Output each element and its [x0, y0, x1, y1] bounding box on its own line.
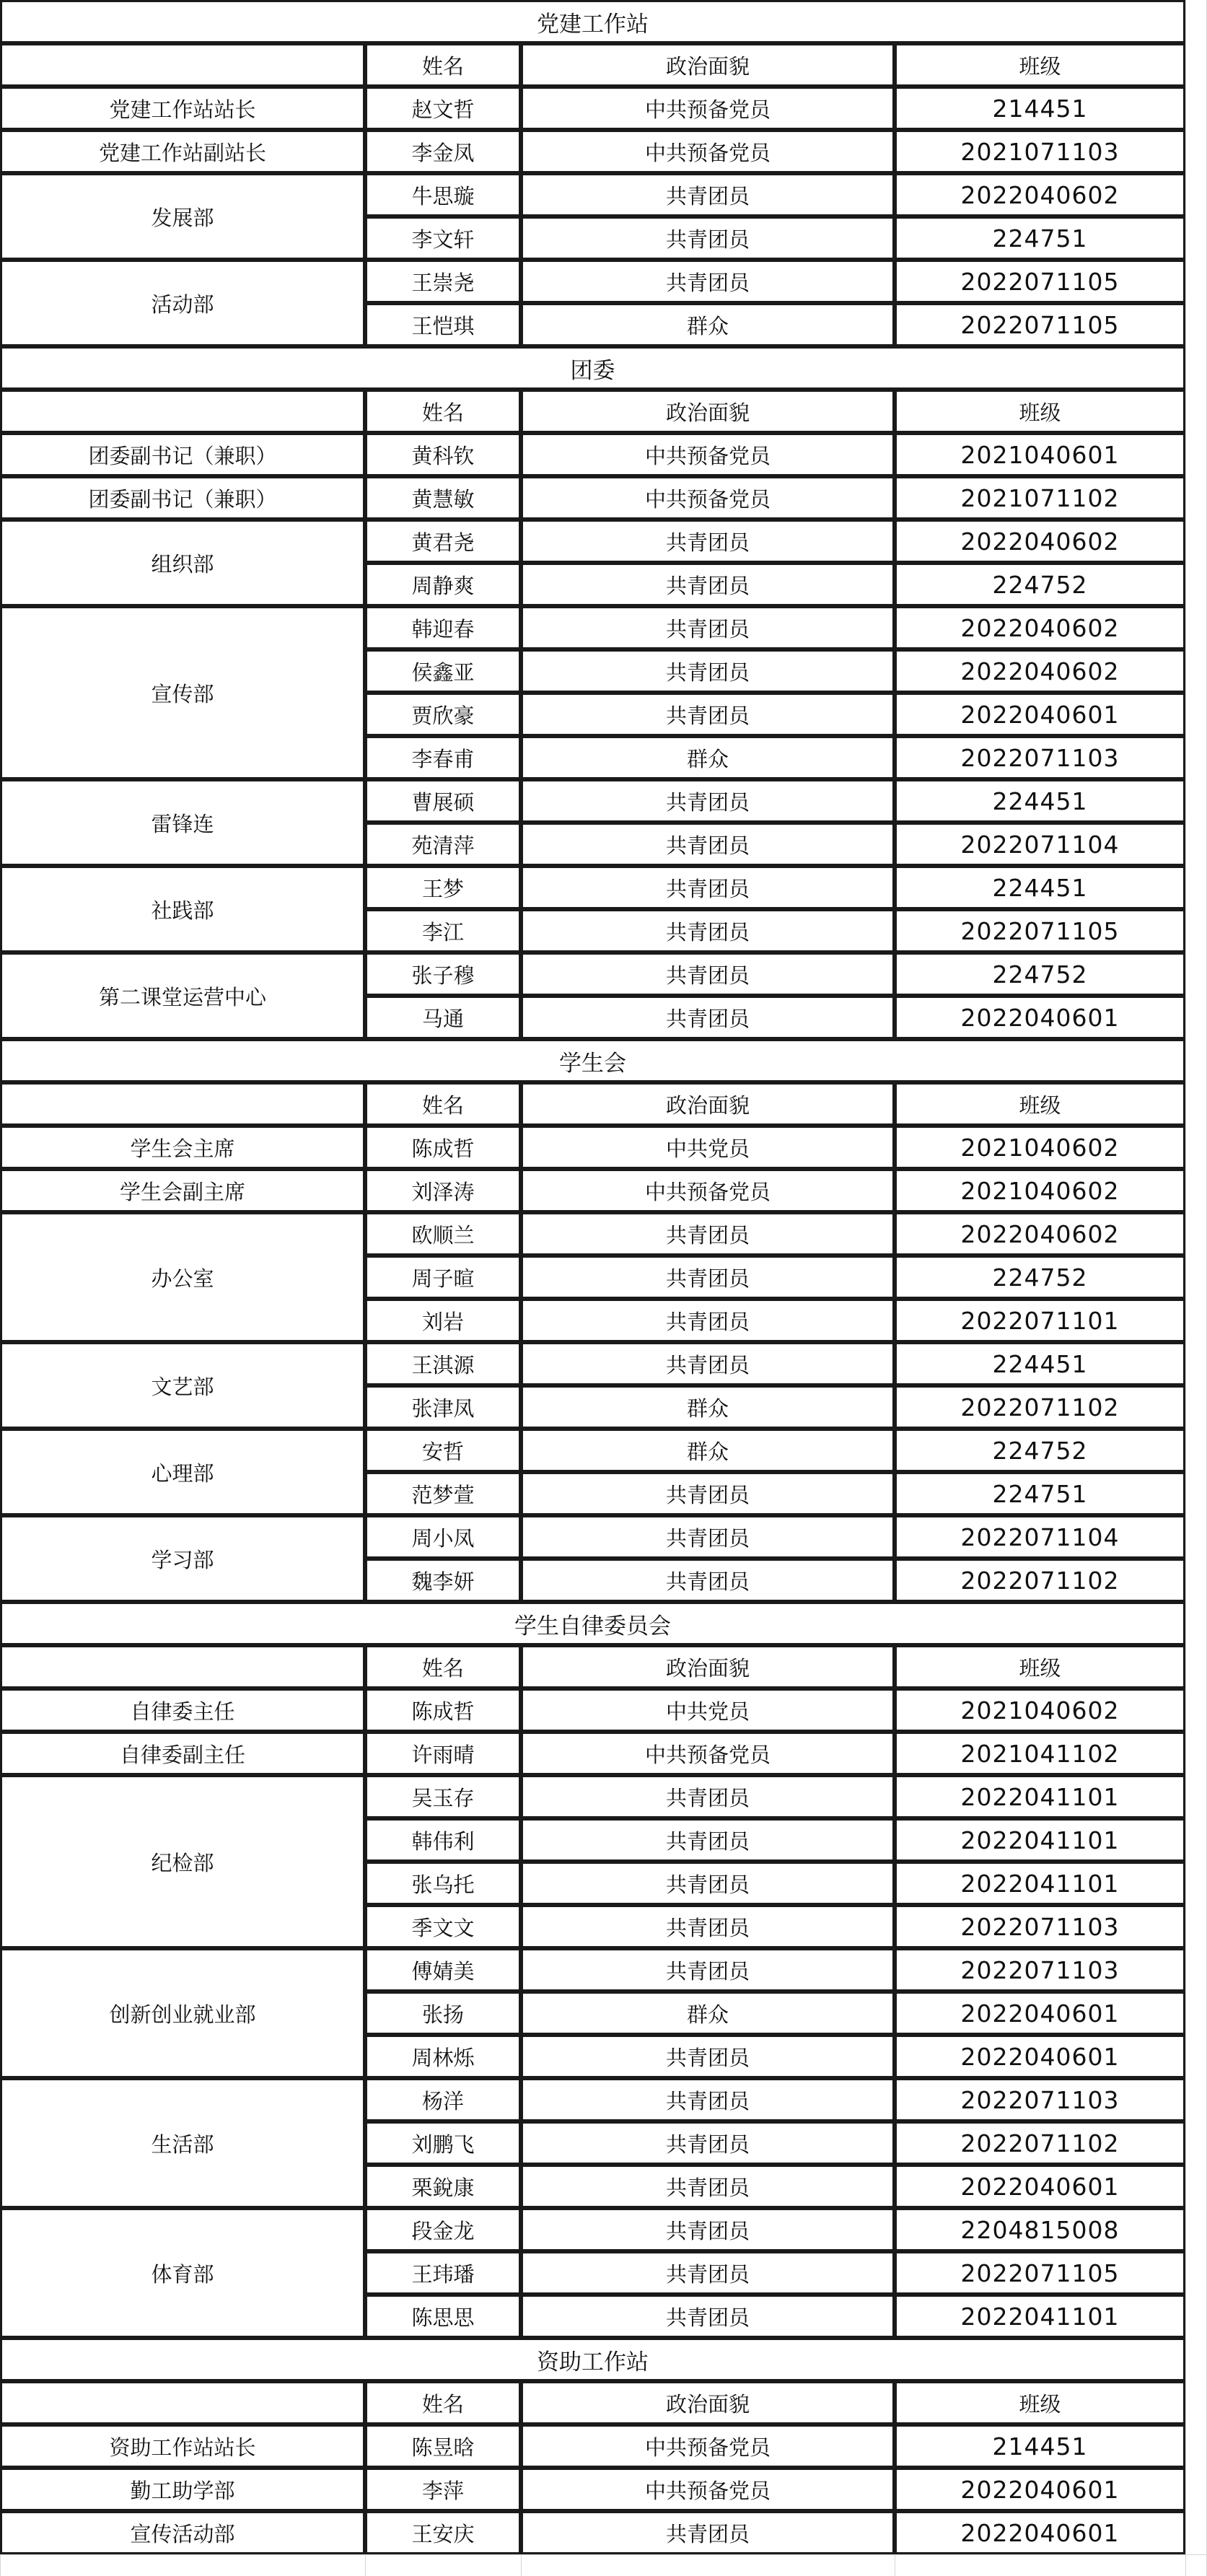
- class-number-cell: 2022071102: [895, 1559, 1185, 1602]
- political-status-cell: 群众: [521, 1429, 895, 1472]
- class-number-cell: 224451: [895, 866, 1185, 909]
- political-status-cell: 群众: [521, 736, 895, 779]
- class-number-cell: 214451: [895, 2424, 1185, 2468]
- member-name-cell: 马通: [365, 996, 521, 1039]
- class-number-cell: 2022071105: [895, 909, 1185, 952]
- political-status-cell: 共青团员: [521, 779, 895, 823]
- member-name-cell: 周静爽: [365, 563, 521, 606]
- class-number-cell: 2022071103: [895, 1948, 1185, 1992]
- political-status-cell: 共青团员: [521, 693, 895, 736]
- department-cell: 宣传部: [0, 606, 365, 779]
- political-status-cell: 中共预备党员: [521, 1732, 895, 1775]
- class-number-cell: 2022040601: [895, 2511, 1185, 2554]
- header-blank-cell: [0, 1645, 365, 1688]
- class-number-cell: 2022071105: [895, 303, 1185, 346]
- class-number-cell: 2204815008: [895, 2208, 1185, 2251]
- member-name-cell: 韩伟利: [365, 1818, 521, 1862]
- department-cell: 心理部: [0, 1429, 365, 1515]
- member-name-cell: 季文文: [365, 1905, 521, 1948]
- political-status-cell: 中共预备党员: [521, 433, 895, 476]
- political-status-cell: 共青团员: [521, 1212, 895, 1256]
- header-blank-cell: [0, 1082, 365, 1126]
- political-status-cell: 共青团员: [521, 1862, 895, 1905]
- section-title: 党建工作站: [0, 0, 1185, 43]
- member-name-cell: 李春甫: [365, 736, 521, 779]
- political-status-cell: 共青团员: [521, 2035, 895, 2078]
- column-header-class: 班级: [895, 1645, 1185, 1688]
- member-name-cell: 范梦萱: [365, 1472, 521, 1515]
- class-number-cell: 2022071104: [895, 1515, 1185, 1559]
- class-number-cell: 2022071101: [895, 1299, 1185, 1342]
- political-status-cell: 群众: [521, 1385, 895, 1429]
- department-cell: 学生会副主席: [0, 1169, 365, 1212]
- member-name-cell: 王梦: [365, 866, 521, 909]
- political-status-cell: 中共党员: [521, 1126, 895, 1169]
- political-status-cell: 共青团员: [521, 173, 895, 216]
- gridline: [1185, 0, 1186, 2576]
- political-status-cell: 群众: [521, 303, 895, 346]
- political-status-cell: 共青团员: [521, 1256, 895, 1299]
- political-status-cell: 中共预备党员: [521, 130, 895, 173]
- political-status-cell: 共青团员: [521, 216, 895, 260]
- member-name-cell: 安哲: [365, 1429, 521, 1472]
- political-status-cell: 共青团员: [521, 1342, 895, 1385]
- class-number-cell: 2022041101: [895, 1862, 1185, 1905]
- political-status-cell: 中共党员: [521, 1688, 895, 1732]
- member-name-cell: 王安庆: [365, 2511, 521, 2554]
- column-header-political: 政治面貌: [521, 43, 895, 87]
- class-number-cell: 2022041101: [895, 1818, 1185, 1862]
- member-name-cell: 黄君尧: [365, 520, 521, 563]
- political-status-cell: 共青团员: [521, 1515, 895, 1559]
- class-number-cell: 214451: [895, 87, 1185, 130]
- member-name-cell: 苑清萍: [365, 823, 521, 866]
- class-number-cell: 2022040602: [895, 649, 1185, 693]
- political-status-cell: 共青团员: [521, 260, 895, 303]
- member-name-cell: 李江: [365, 909, 521, 952]
- class-number-cell: 2022040602: [895, 1212, 1185, 1256]
- section-title: 团委: [0, 346, 1185, 390]
- class-number-cell: 2021041102: [895, 1732, 1185, 1775]
- member-name-cell: 黄科钦: [365, 433, 521, 476]
- gridline: [0, 2554, 1207, 2555]
- member-name-cell: 傅婧美: [365, 1948, 521, 1992]
- member-name-cell: 张扬: [365, 1992, 521, 2035]
- class-number-cell: 2021040602: [895, 1126, 1185, 1169]
- member-name-cell: 侯鑫亚: [365, 649, 521, 693]
- department-cell: 体育部: [0, 2208, 365, 2338]
- department-cell: 党建工作站副站长: [0, 130, 365, 173]
- department-cell: 自律委主任: [0, 1688, 365, 1732]
- member-name-cell: 周子暄: [365, 1256, 521, 1299]
- department-cell: 宣传活动部: [0, 2511, 365, 2554]
- political-status-cell: 共青团员: [521, 1472, 895, 1515]
- class-number-cell: 2022040601: [895, 2035, 1185, 2078]
- class-number-cell: 2022041101: [895, 1775, 1185, 1818]
- department-cell: 学习部: [0, 1515, 365, 1602]
- political-status-cell: 共青团员: [521, 1948, 895, 1992]
- class-number-cell: 2022071103: [895, 736, 1185, 779]
- member-name-cell: 李金凤: [365, 130, 521, 173]
- column-header-political: 政治面貌: [521, 1645, 895, 1688]
- political-status-cell: 中共预备党员: [521, 2424, 895, 2468]
- political-status-cell: 中共预备党员: [521, 1169, 895, 1212]
- member-name-cell: 王淇源: [365, 1342, 521, 1385]
- department-cell: 雷锋连: [0, 779, 365, 866]
- political-status-cell: 共青团员: [521, 952, 895, 996]
- class-number-cell: 224752: [895, 1256, 1185, 1299]
- department-cell: 第二课堂运营中心: [0, 952, 365, 1039]
- political-status-cell: 中共预备党员: [521, 476, 895, 520]
- department-cell: 组织部: [0, 520, 365, 606]
- class-number-cell: 224751: [895, 216, 1185, 260]
- department-cell: 自律委副主任: [0, 1732, 365, 1775]
- column-header-name: 姓名: [365, 390, 521, 433]
- political-status-cell: 共青团员: [521, 1559, 895, 1602]
- political-status-cell: 共青团员: [521, 866, 895, 909]
- section-title: 资助工作站: [0, 2338, 1185, 2381]
- political-status-cell: 共青团员: [521, 909, 895, 952]
- class-number-cell: 2022040602: [895, 173, 1185, 216]
- column-header-class: 班级: [895, 1082, 1185, 1126]
- class-number-cell: 2021040602: [895, 1169, 1185, 1212]
- member-name-cell: 王崇尧: [365, 260, 521, 303]
- department-cell: 团委副书记（兼职）: [0, 433, 365, 476]
- class-number-cell: 2022071103: [895, 2078, 1185, 2121]
- department-cell: 勤工助学部: [0, 2468, 365, 2511]
- member-name-cell: 张乌托: [365, 1862, 521, 1905]
- member-name-cell: 王玮璠: [365, 2251, 521, 2295]
- political-status-cell: 共青团员: [521, 2511, 895, 2554]
- member-name-cell: 韩迎春: [365, 606, 521, 649]
- member-name-cell: 王恺琪: [365, 303, 521, 346]
- class-number-cell: 2021040601: [895, 433, 1185, 476]
- member-name-cell: 李文轩: [365, 216, 521, 260]
- column-header-class: 班级: [895, 390, 1185, 433]
- department-cell: 纪检部: [0, 1775, 365, 1948]
- political-status-cell: 共青团员: [521, 649, 895, 693]
- political-status-cell: 共青团员: [521, 1905, 895, 1948]
- political-status-cell: 共青团员: [521, 2165, 895, 2208]
- header-blank-cell: [0, 43, 365, 87]
- political-status-cell: 共青团员: [521, 1818, 895, 1862]
- member-name-cell: 曹展硕: [365, 779, 521, 823]
- class-number-cell: 2022040601: [895, 2165, 1185, 2208]
- member-name-cell: 刘泽涛: [365, 1169, 521, 1212]
- department-cell: 发展部: [0, 173, 365, 260]
- political-status-cell: 中共预备党员: [521, 87, 895, 130]
- political-status-cell: 共青团员: [521, 2208, 895, 2251]
- section-title: 学生自律委员会: [0, 1602, 1185, 1645]
- department-cell: 活动部: [0, 260, 365, 346]
- member-name-cell: 陈成哲: [365, 1126, 521, 1169]
- section-title: 学生会: [0, 1039, 1185, 1082]
- political-status-cell: 共青团员: [521, 2295, 895, 2338]
- department-cell: 办公室: [0, 1212, 365, 1342]
- political-status-cell: 共青团员: [521, 1299, 895, 1342]
- department-cell: 团委副书记（兼职）: [0, 476, 365, 520]
- class-number-cell: 2022071103: [895, 1905, 1185, 1948]
- class-number-cell: 2022071105: [895, 2251, 1185, 2295]
- class-number-cell: 2022040601: [895, 693, 1185, 736]
- class-number-cell: 2022040602: [895, 520, 1185, 563]
- class-number-cell: 224752: [895, 952, 1185, 996]
- class-number-cell: 2022040602: [895, 606, 1185, 649]
- column-header-political: 政治面貌: [521, 390, 895, 433]
- political-status-cell: 中共预备党员: [521, 2468, 895, 2511]
- political-status-cell: 共青团员: [521, 2078, 895, 2121]
- class-number-cell: 2021071102: [895, 476, 1185, 520]
- political-status-cell: 共青团员: [521, 606, 895, 649]
- department-cell: 学生会主席: [0, 1126, 365, 1169]
- political-status-cell: 共青团员: [521, 563, 895, 606]
- column-header-class: 班级: [895, 43, 1185, 87]
- class-number-cell: 2022041101: [895, 2295, 1185, 2338]
- political-status-cell: 群众: [521, 1992, 895, 2035]
- class-number-cell: 2022040601: [895, 996, 1185, 1039]
- column-header-name: 姓名: [365, 1645, 521, 1688]
- class-number-cell: 2021071103: [895, 130, 1185, 173]
- class-number-cell: 224451: [895, 779, 1185, 823]
- member-name-cell: 李萍: [365, 2468, 521, 2511]
- political-status-cell: 共青团员: [521, 520, 895, 563]
- political-status-cell: 共青团员: [521, 2251, 895, 2295]
- column-header-political: 政治面貌: [521, 1082, 895, 1126]
- class-number-cell: 224752: [895, 1429, 1185, 1472]
- member-name-cell: 吴玉存: [365, 1775, 521, 1818]
- member-name-cell: 张子穆: [365, 952, 521, 996]
- department-cell: 党建工作站站长: [0, 87, 365, 130]
- member-name-cell: 欧顺兰: [365, 1212, 521, 1256]
- member-name-cell: 陈思思: [365, 2295, 521, 2338]
- class-number-cell: 2021040602: [895, 1688, 1185, 1732]
- column-header-name: 姓名: [365, 43, 521, 87]
- class-number-cell: 2022071105: [895, 260, 1185, 303]
- member-name-cell: 魏李妍: [365, 1559, 521, 1602]
- member-name-cell: 黄慧敏: [365, 476, 521, 520]
- column-header-political: 政治面貌: [521, 2381, 895, 2424]
- member-name-cell: 段金龙: [365, 2208, 521, 2251]
- member-name-cell: 栗銳康: [365, 2165, 521, 2208]
- column-header-name: 姓名: [365, 2381, 521, 2424]
- department-cell: 资助工作站站长: [0, 2424, 365, 2468]
- class-number-cell: 2022071102: [895, 2121, 1185, 2165]
- class-number-cell: 2022071104: [895, 823, 1185, 866]
- political-status-cell: 共青团员: [521, 1775, 895, 1818]
- member-name-cell: 陈昱晗: [365, 2424, 521, 2468]
- header-blank-cell: [0, 2381, 365, 2424]
- member-name-cell: 刘岩: [365, 1299, 521, 1342]
- class-number-cell: 2022071102: [895, 1385, 1185, 1429]
- member-name-cell: 赵文哲: [365, 87, 521, 130]
- class-number-cell: 224752: [895, 563, 1185, 606]
- department-cell: 创新创业就业部: [0, 1948, 365, 2078]
- class-number-cell: 2022040601: [895, 1992, 1185, 2035]
- member-name-cell: 贾欣豪: [365, 693, 521, 736]
- department-cell: 文艺部: [0, 1342, 365, 1429]
- department-cell: 生活部: [0, 2078, 365, 2208]
- column-header-class: 班级: [895, 2381, 1185, 2424]
- column-header-name: 姓名: [365, 1082, 521, 1126]
- member-name-cell: 周林烁: [365, 2035, 521, 2078]
- class-number-cell: 224751: [895, 1472, 1185, 1515]
- header-blank-cell: [0, 390, 365, 433]
- member-name-cell: 刘鹏飞: [365, 2121, 521, 2165]
- member-name-cell: 牛思璇: [365, 173, 521, 216]
- member-name-cell: 张津凤: [365, 1385, 521, 1429]
- class-number-cell: 2022040601: [895, 2468, 1185, 2511]
- department-cell: 社践部: [0, 866, 365, 952]
- political-status-cell: 共青团员: [521, 2121, 895, 2165]
- member-name-cell: 周小凤: [365, 1515, 521, 1559]
- member-name-cell: 陈成哲: [365, 1688, 521, 1732]
- member-name-cell: 杨洋: [365, 2078, 521, 2121]
- class-number-cell: 224451: [895, 1342, 1185, 1385]
- political-status-cell: 共青团员: [521, 996, 895, 1039]
- member-name-cell: 许雨晴: [365, 1732, 521, 1775]
- political-status-cell: 共青团员: [521, 823, 895, 866]
